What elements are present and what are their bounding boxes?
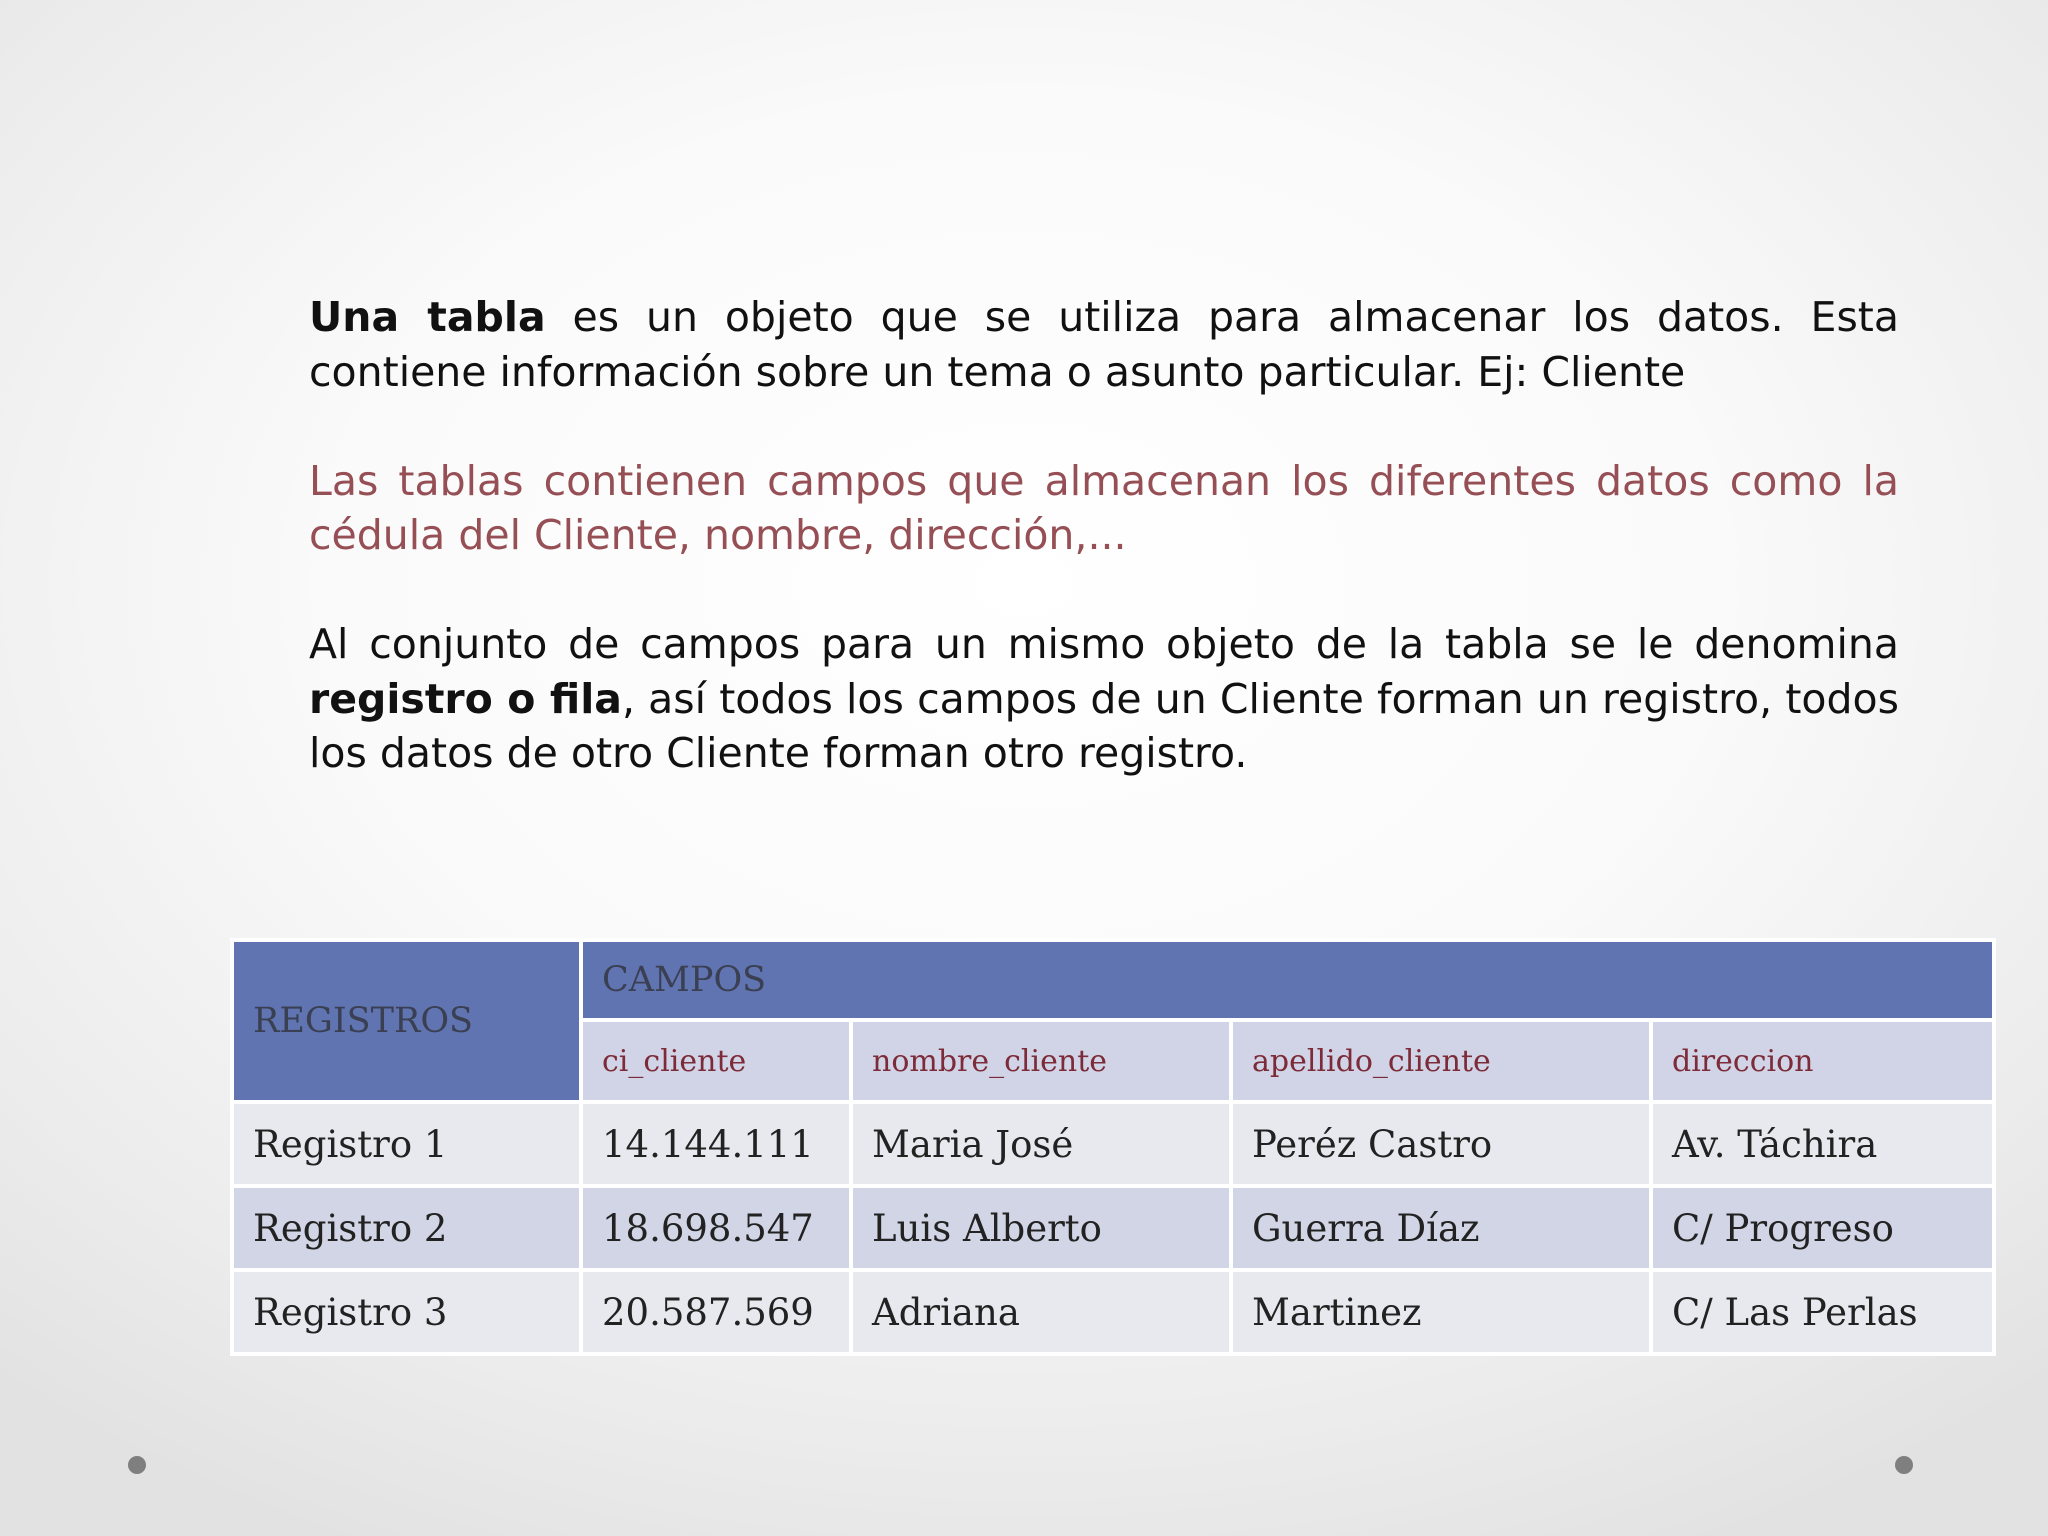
decorative-dot-left (128, 1456, 146, 1474)
cell-ci-cliente: 20.587.569 (581, 1270, 851, 1354)
cell-apellido-cliente: Guerra Díaz (1231, 1186, 1651, 1270)
row-label: Registro 3 (232, 1270, 581, 1354)
row-label: Registro 1 (232, 1102, 581, 1186)
table-row (232, 1102, 1994, 1186)
field-header-apellido-cliente: apellido_cliente (1231, 1020, 1651, 1102)
table-row (232, 1186, 1994, 1270)
table-row (232, 1270, 1994, 1354)
paragraph-fields: Las tablas contienen campos que almacenan los diferentes datos como la cédula del Cliente, nombre, dirección,... (309, 456, 1899, 559)
paragraph-records-lead: Al conjunto de campos para un mismo objeto de la tabla se le denomina (309, 620, 1899, 668)
campos-header: CAMPOS (581, 940, 1994, 1020)
field-header-nombre-cliente: nombre_cliente (851, 1020, 1231, 1102)
cell-apellido-cliente: Martinez (1231, 1270, 1651, 1354)
cell-ci-cliente: 18.698.547 (581, 1186, 851, 1270)
cell-nombre-cliente: Adriana (851, 1270, 1231, 1354)
term-registro-o-fila: registro o fila (309, 674, 622, 723)
cell-direccion: C/ Las Perlas (1651, 1270, 1994, 1354)
cell-direccion: Av. Táchira (1651, 1102, 1994, 1186)
field-header-ci-cliente: ci_cliente (581, 1020, 851, 1102)
decorative-dot-right (1895, 1456, 1913, 1474)
cell-ci-cliente: 14.144.111 (581, 1102, 851, 1186)
cell-direccion: C/ Progreso (1651, 1186, 1994, 1270)
cell-nombre-cliente: Luis Alberto (851, 1186, 1231, 1270)
text-block (309, 290, 1899, 781)
cell-apellido-cliente: Peréz Castro (1231, 1102, 1651, 1186)
paragraph-records-rest: , así todos los campos de un Cliente forman un registro, todos los datos de otro Cliente forman otro registro. (309, 674, 1899, 777)
example-client-table (230, 938, 1996, 1356)
cell-nombre-cliente: Maria José (851, 1102, 1231, 1186)
field-header-direccion: direccion (1651, 1020, 1994, 1102)
term-una-tabla: Una tabla (309, 293, 546, 341)
registros-header: REGISTROS (232, 940, 581, 1102)
paragraph-table-definition (309, 290, 1899, 399)
paragraph-records (309, 617, 1899, 781)
row-label: Registro 2 (232, 1186, 581, 1270)
paragraph-table-definition-text: es un objeto que se utiliza para almacenar los datos. Esta contiene información sobre un tema o asunto particular. Ej: Cliente (309, 293, 1900, 396)
